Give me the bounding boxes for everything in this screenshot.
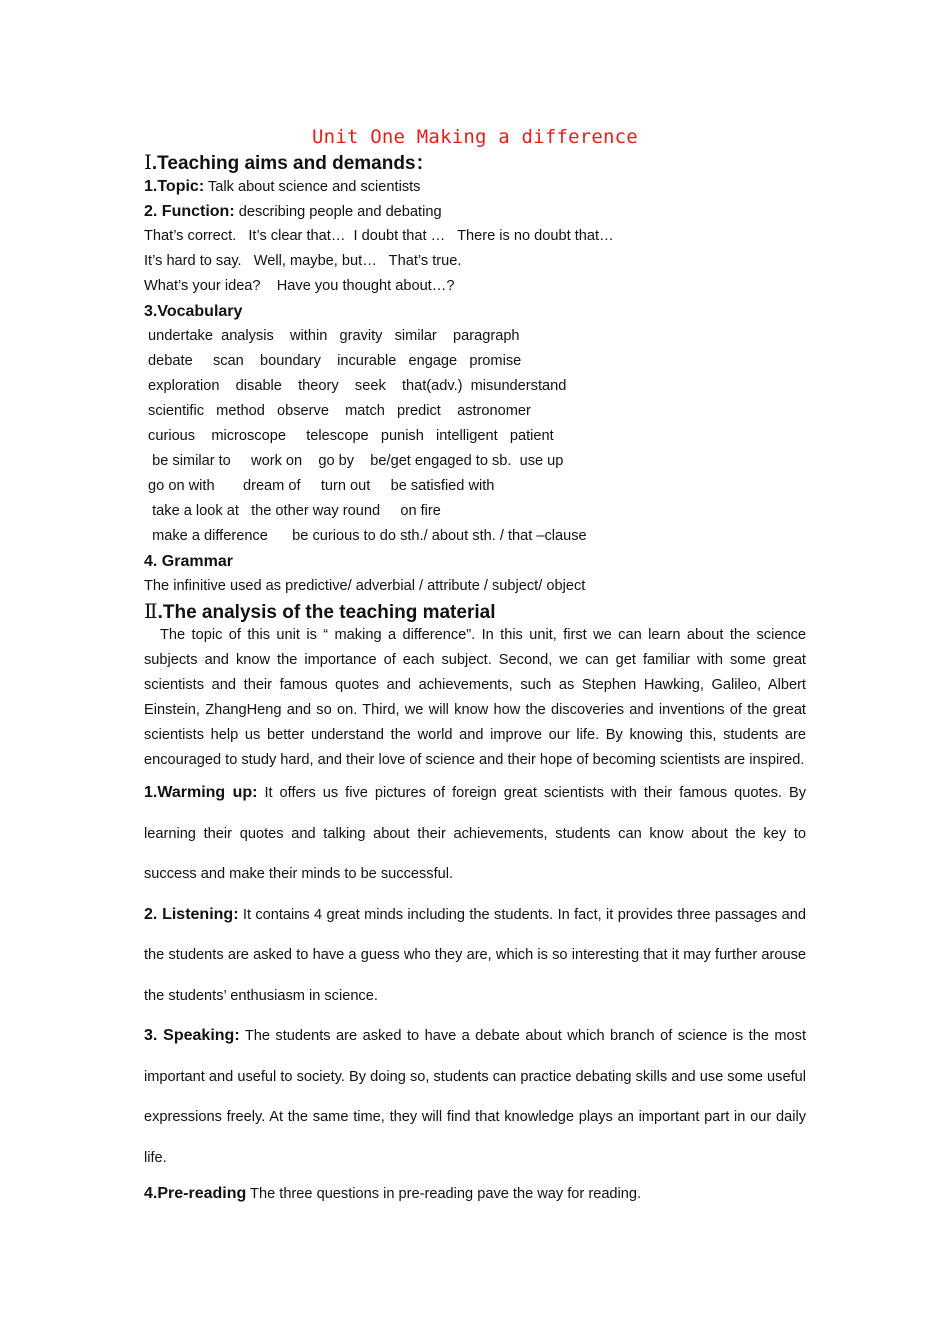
speaking-paragraph bbox=[144, 1016, 806, 1178]
vocabulary-line: debate scan boundary incurable engage promise bbox=[144, 353, 522, 369]
section1-numeral: Ⅰ bbox=[144, 150, 152, 174]
function-text: describing people and debating bbox=[234, 204, 442, 220]
grammar-label: 4. Grammar bbox=[144, 553, 233, 570]
vocabulary-line: take a look at the other way round on fire bbox=[144, 503, 441, 519]
section1-heading bbox=[144, 150, 806, 174]
vocabulary-line: make a difference be curious to do sth./ about sth. / that –clause bbox=[144, 528, 587, 544]
warming-up-text: It offers us five pictures of foreign great scientists with their famous quotes. By learning their quotes and talking about their achievements, students can know about the key to success and make their minds to be successful. bbox=[144, 785, 806, 882]
warming-up-label: 1.Warming up: bbox=[144, 784, 258, 801]
vocabulary-line: scientific method observe match predict astronomer bbox=[144, 403, 531, 419]
vocabulary-line: exploration disable theory seek that(adv.) misunderstand bbox=[144, 378, 567, 394]
section2-heading bbox=[144, 599, 806, 623]
speaking-text: The students are asked to have a debate about which branch of science is the most important and useful to society. By doing so, students can practice debating skills and use some useful expressions freely. At the same time, they will find that knowledge plays an important part in our daily life. bbox=[144, 1028, 807, 1166]
function-label: 2. Function: bbox=[144, 203, 235, 220]
grammar-text: The infinitive used as predictive/ adverbial / attribute / subject/ object bbox=[144, 578, 586, 594]
grammar-heading bbox=[144, 549, 806, 574]
section2-heading-text: .The analysis of the teaching material bbox=[157, 602, 496, 623]
warming-up-paragraph bbox=[144, 773, 806, 895]
expression-line: It’s hard to say. Well, maybe, but… That’s true. bbox=[144, 253, 462, 269]
speaking-label: 3. Speaking: bbox=[144, 1027, 240, 1044]
vocabulary-line: undertake analysis within gravity similar paragraph bbox=[144, 328, 520, 344]
vocabulary-line: go on with dream of turn out be satisfied with bbox=[144, 478, 495, 494]
expression-line: That’s correct. It’s clear that… I doubt that … There is no doubt that… bbox=[144, 228, 614, 244]
vocabulary-line: curious microscope telescope punish intelligent patient bbox=[144, 428, 554, 444]
document-title: Unit One Making a difference bbox=[312, 126, 638, 148]
section1-heading-text: .Teaching aims and demands： bbox=[151, 153, 435, 174]
function-line bbox=[144, 199, 806, 224]
pre-reading-label: 4.Pre-reading bbox=[144, 1185, 247, 1202]
topic-label: 1.Topic: bbox=[144, 178, 205, 195]
listening-paragraph bbox=[144, 895, 806, 1017]
vocabulary-line: be similar to work on go by be/get engaged to sb. use up bbox=[144, 453, 564, 469]
section2-numeral: Ⅱ bbox=[144, 599, 158, 623]
document-page bbox=[144, 124, 806, 1207]
vocabulary-heading bbox=[144, 299, 806, 324]
pre-reading-text: The three questions in pre-reading pave the way for reading. bbox=[246, 1186, 642, 1202]
pre-reading-line bbox=[144, 1181, 806, 1207]
expression-line: What’s your idea? Have you thought about…? bbox=[144, 278, 455, 294]
topic-line bbox=[144, 174, 806, 199]
listening-text: It contains 4 great minds including the students. In fact, it provides three passages and the students are asked to have a guess who they are, which is so interesting that it may further arouse the students’ enthusiasm in science. bbox=[144, 906, 806, 1004]
listening-label: 2. Listening: bbox=[144, 905, 239, 923]
vocabulary-label: 3.Vocabulary bbox=[144, 303, 243, 320]
topic-text: Talk about science and scientists bbox=[204, 179, 421, 195]
analysis-paragraph: The topic of this unit is “ making a difference”. In this unit, first we can learn about the science subjects and know the importance of each subject. Second, we can get familiar with some great scientists and their famous quotes and achievements, such as Stephen Hawking, Galileo, Albert Einstein, ZhangHeng and so on. Third, we will know how the discoveries and inventions of the great scientists help us better understand the world and improve our life. By knowing this, students are encouraged to study hard, and their love of science and their hope of becoming scientists are inspired. bbox=[144, 627, 806, 768]
